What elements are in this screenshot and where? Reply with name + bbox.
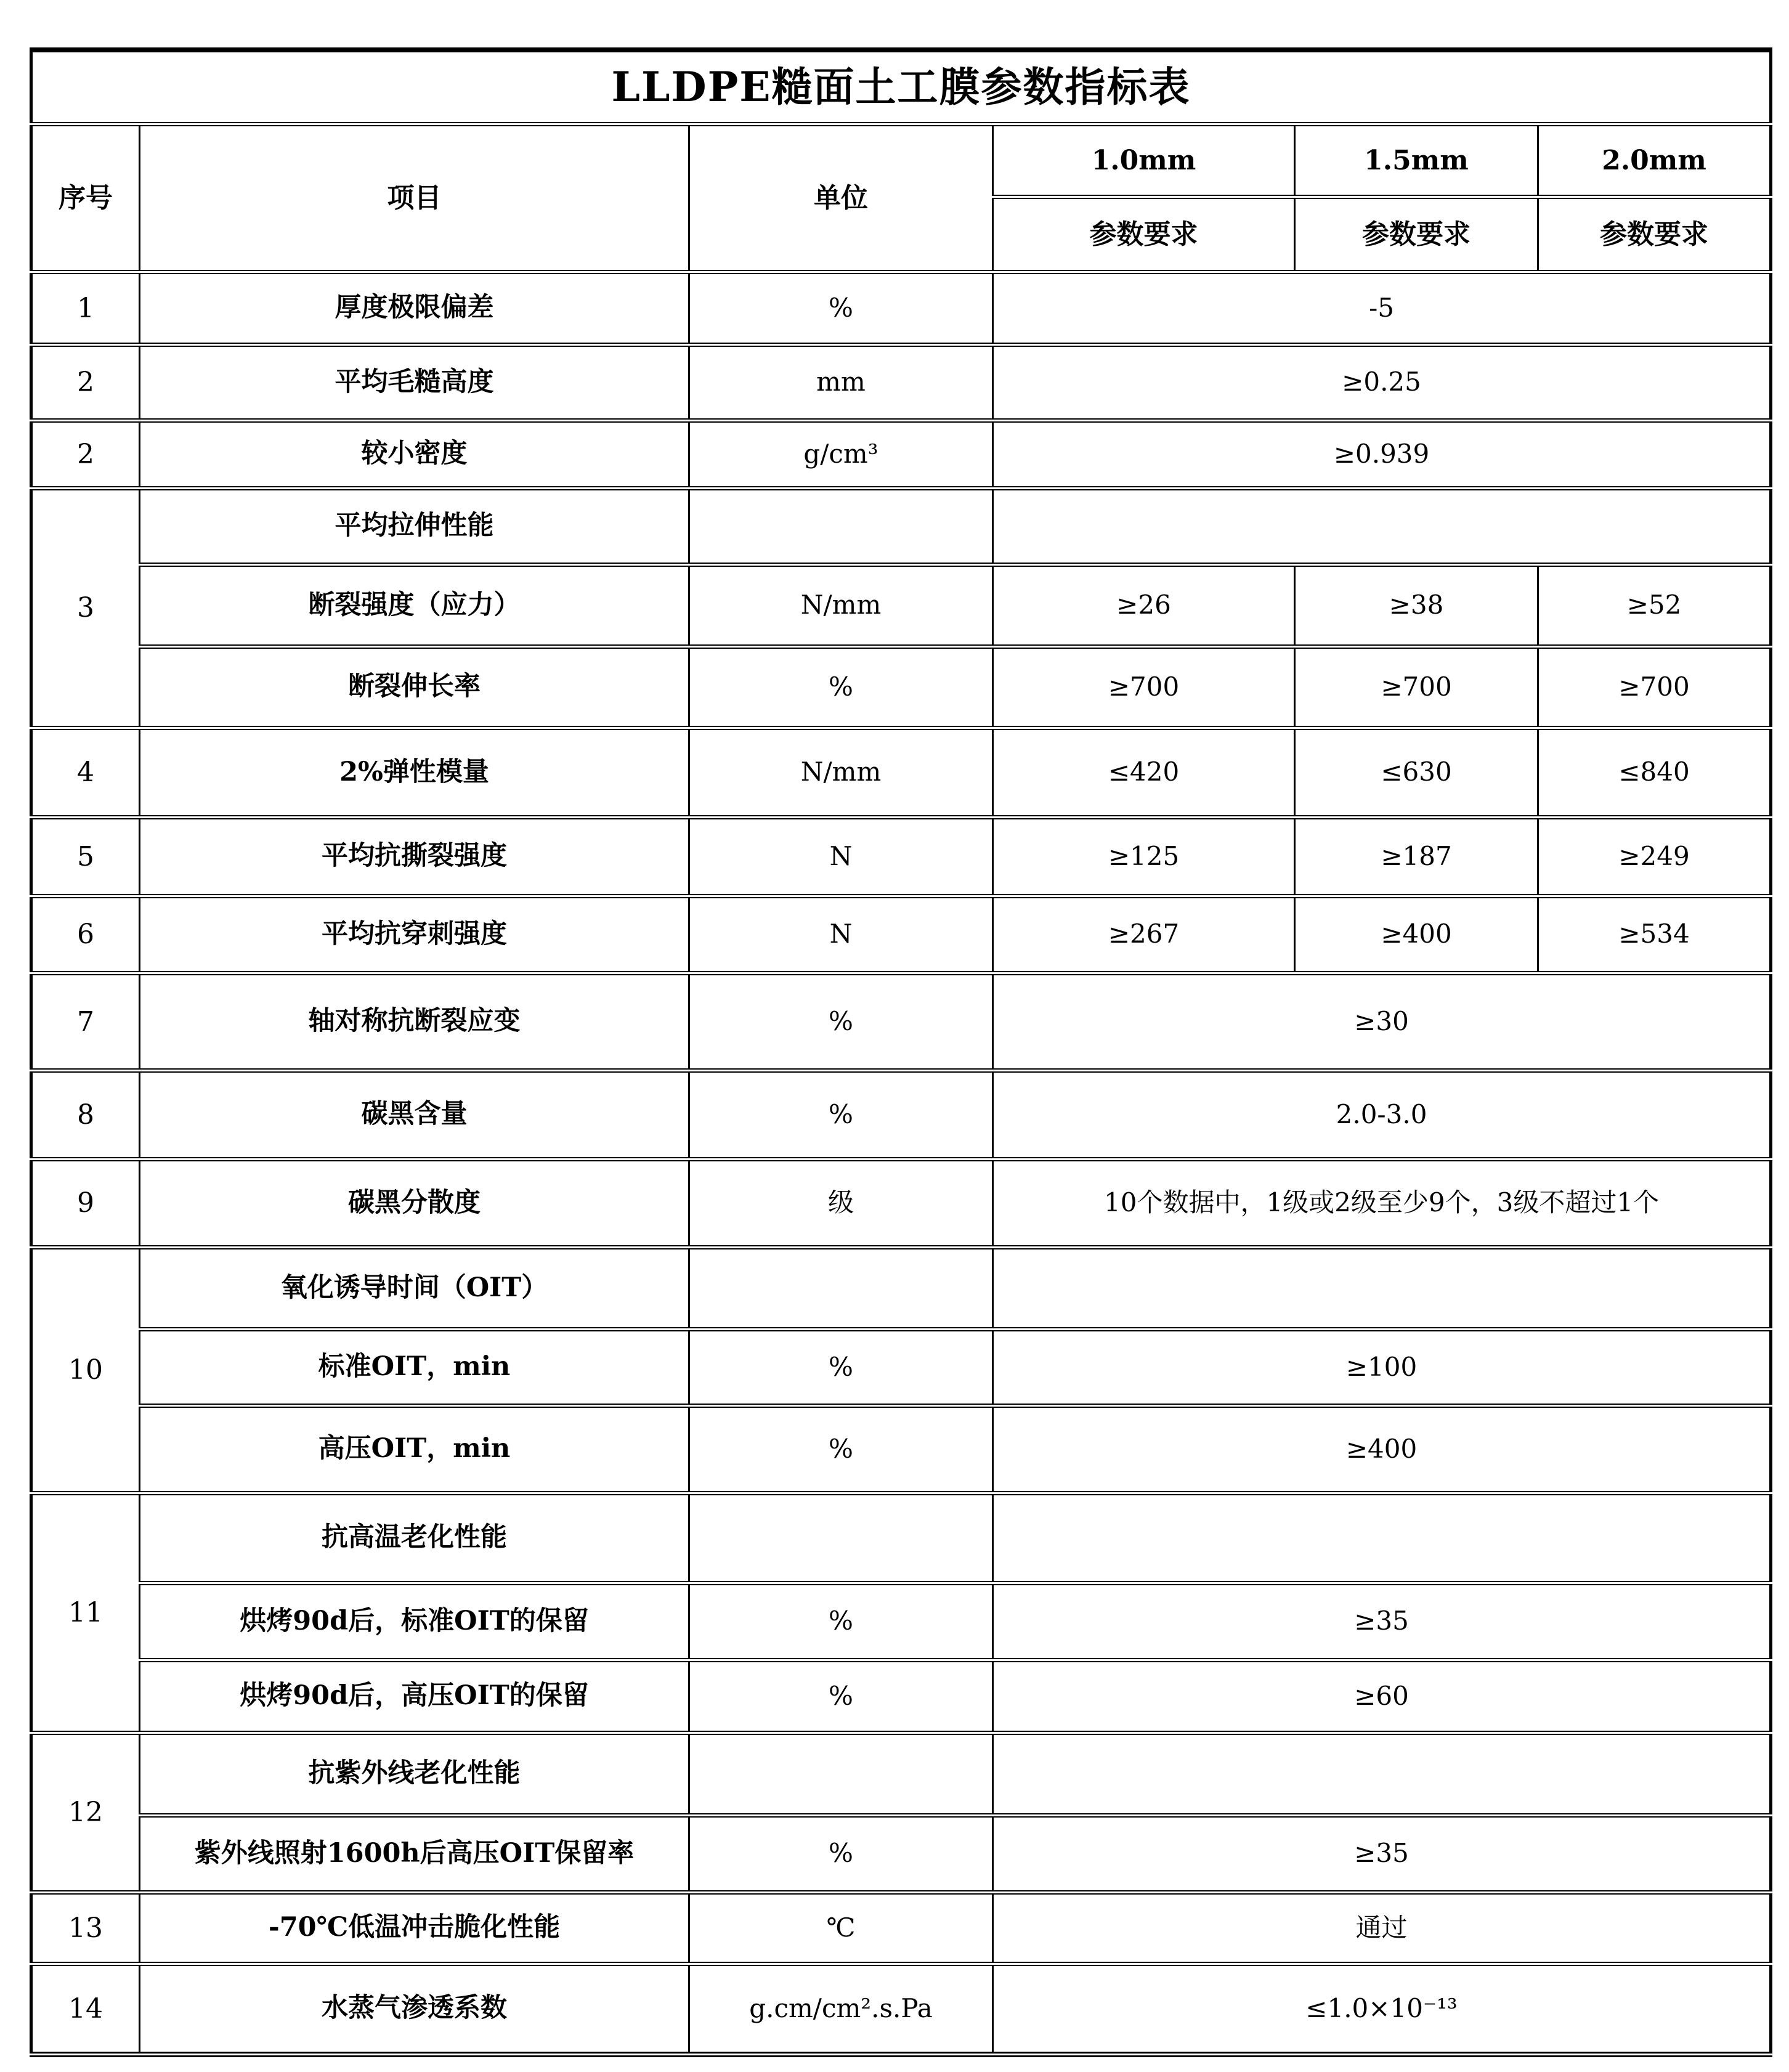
seq-cell: 7 (31, 973, 140, 1070)
col-header-unit: 单位 (689, 124, 993, 272)
table-row (31, 646, 1771, 728)
item-cell: 断裂强度（应力） (140, 564, 689, 646)
item-cell: 碳黑含量 (140, 1070, 689, 1159)
seq-cell: 9 (31, 1159, 140, 1247)
value-cell (993, 1733, 1771, 1815)
table-row (31, 728, 1771, 817)
value-cell: ≤420 (993, 728, 1295, 817)
unit-cell: % (689, 272, 993, 344)
table-row (31, 973, 1771, 1070)
unit-cell (689, 488, 993, 564)
value-cell: ≥30 (993, 973, 1771, 1070)
value-cell: 通过 (993, 1892, 1771, 1964)
value-cell: ≥0.25 (993, 344, 1771, 420)
table-row (31, 896, 1771, 973)
seq-cell: 14 (31, 1964, 140, 2054)
item-cell: 平均毛糙高度 (140, 344, 689, 420)
seq-cell: 3 (31, 488, 140, 728)
unit-cell: % (689, 973, 993, 1070)
item-cell: 断裂伸长率 (140, 646, 689, 728)
item-cell: 轴对称抗断裂应变 (140, 973, 689, 1070)
unit-cell: % (689, 1815, 993, 1892)
unit-cell: N/mm (689, 728, 993, 817)
item-cell: 氧化诱导时间（OIT） (140, 1247, 689, 1329)
seq-cell: 13 (31, 1892, 140, 1964)
col-header-thickness-3: 2.0mm (1538, 124, 1771, 197)
item-cell: 抗紫外线老化性能 (140, 1733, 689, 1815)
table-row (31, 1733, 1771, 1815)
col-header-thickness-2: 1.5mm (1295, 124, 1538, 197)
seq-cell: 2 (31, 344, 140, 420)
seq-cell: 6 (31, 896, 140, 973)
value-cell: ≥187 (1295, 817, 1538, 896)
item-cell: 平均抗穿刺强度 (140, 896, 689, 973)
value-cell: 10个数据中，1级或2级至少9个，3级不超过1个 (993, 1159, 1771, 1247)
unit-cell: % (689, 1405, 993, 1493)
value-cell: ≥700 (1538, 646, 1771, 728)
item-cell: -70℃低温冲击脆化性能 (140, 1892, 689, 1964)
table-row (31, 420, 1771, 488)
unit-cell: % (689, 646, 993, 728)
seq-cell: 12 (31, 1733, 140, 1892)
table-row (31, 1405, 1771, 1493)
seq-cell: 11 (31, 1493, 140, 1733)
table-row (31, 1247, 1771, 1329)
value-cell: ≤840 (1538, 728, 1771, 817)
unit-cell: % (689, 1070, 993, 1159)
value-cell: ≥35 (993, 1583, 1771, 1660)
item-cell: 烘烤90d后，标准OIT的保留 (140, 1583, 689, 1660)
unit-cell (689, 1493, 993, 1583)
value-cell: ≥700 (993, 646, 1295, 728)
col-header-seq: 序号 (31, 124, 140, 272)
value-cell: 2.0-3.0 (993, 1070, 1771, 1159)
value-cell: ≥125 (993, 817, 1295, 896)
spec-table (30, 47, 1772, 2057)
table-row (31, 344, 1771, 420)
item-cell: 烘烤90d后，高压OIT的保留 (140, 1660, 689, 1733)
item-cell: 水蒸气渗透系数 (140, 1964, 689, 2054)
table-row (31, 564, 1771, 646)
item-cell: 碳黑分散度 (140, 1159, 689, 1247)
col-header-thickness-1: 1.0mm (993, 124, 1295, 197)
value-cell: ≤630 (1295, 728, 1538, 817)
col-header-req-2: 参数要求 (1295, 197, 1538, 272)
seq-cell: 10 (31, 1247, 140, 1493)
value-cell (993, 1493, 1771, 1583)
value-cell (993, 488, 1771, 564)
value-cell: ≥100 (993, 1329, 1771, 1405)
table-row (31, 488, 1771, 564)
seq-cell: 5 (31, 817, 140, 896)
seq-cell: 2 (31, 420, 140, 488)
unit-cell: g.cm/cm².s.Pa (689, 1964, 993, 2054)
item-cell: 平均拉伸性能 (140, 488, 689, 564)
value-cell: ≥26 (993, 564, 1295, 646)
value-cell: ≤1.0×10⁻¹³ (993, 1964, 1771, 2054)
unit-cell (689, 1733, 993, 1815)
item-cell: 平均抗撕裂强度 (140, 817, 689, 896)
unit-cell: N (689, 896, 993, 973)
value-cell: ≥0.939 (993, 420, 1771, 488)
value-cell: ≥267 (993, 896, 1295, 973)
value-cell (993, 1247, 1771, 1329)
unit-cell: ℃ (689, 1892, 993, 1964)
item-cell: 较小密度 (140, 420, 689, 488)
unit-cell: g/cm³ (689, 420, 993, 488)
unit-cell: N/mm (689, 564, 993, 646)
value-cell: ≥400 (993, 1405, 1771, 1493)
unit-cell: N (689, 817, 993, 896)
table-row (31, 1329, 1771, 1405)
value-cell: ≥35 (993, 1815, 1771, 1892)
col-header-item: 项目 (140, 124, 689, 272)
value-cell: ≥400 (1295, 896, 1538, 973)
value-cell: ≥700 (1295, 646, 1538, 728)
table-row (31, 817, 1771, 896)
value-cell: ≥60 (993, 1660, 1771, 1733)
value-cell: ≥52 (1538, 564, 1771, 646)
item-cell: 抗高温老化性能 (140, 1493, 689, 1583)
item-cell: 紫外线照射1600h后高压OIT保留率 (140, 1815, 689, 1892)
item-cell: 标准OIT，min (140, 1329, 689, 1405)
table-row (31, 1070, 1771, 1159)
table-row (31, 1493, 1771, 1583)
unit-cell: % (689, 1583, 993, 1660)
item-cell: 2%弹性模量 (140, 728, 689, 817)
item-cell: 厚度极限偏差 (140, 272, 689, 344)
table-row (31, 272, 1771, 344)
table-row (31, 1892, 1771, 1964)
seq-cell: 8 (31, 1070, 140, 1159)
value-cell: ≥38 (1295, 564, 1538, 646)
value-cell: ≥249 (1538, 817, 1771, 896)
table-row (31, 1159, 1771, 1247)
seq-cell: 4 (31, 728, 140, 817)
item-cell: 高压OIT，min (140, 1405, 689, 1493)
table-row (31, 1660, 1771, 1733)
unit-cell: % (689, 1660, 993, 1733)
unit-cell: mm (689, 344, 993, 420)
unit-cell: % (689, 1329, 993, 1405)
table-row (31, 1583, 1771, 1660)
value-cell: ≥534 (1538, 896, 1771, 973)
page-title: LLDPE糙面土工膜参数指标表 (31, 50, 1771, 124)
col-header-req-3: 参数要求 (1538, 197, 1771, 272)
unit-cell (689, 1247, 993, 1329)
table-row (31, 1964, 1771, 2054)
unit-cell: 级 (689, 1159, 993, 1247)
seq-cell: 1 (31, 272, 140, 344)
value-cell: -5 (993, 272, 1771, 344)
col-header-req-1: 参数要求 (993, 197, 1295, 272)
table-row (31, 1815, 1771, 1892)
